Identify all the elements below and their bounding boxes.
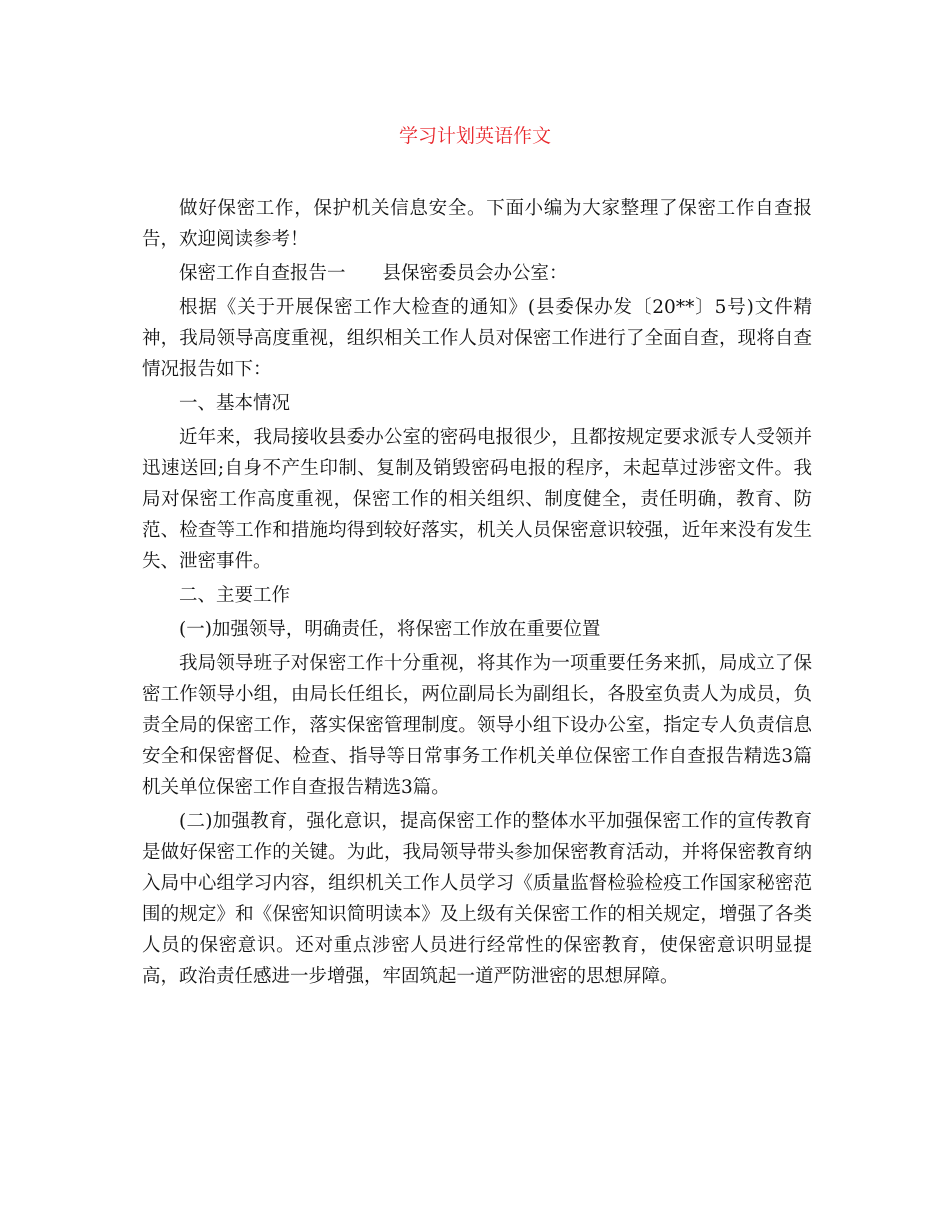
subsection-heading-leadership: (一)加强领导，明确责任，将保密工作放在重要位置 [179,619,601,640]
paragraph-intro: 做好保密工作，保护机关信息安全。下面小编为大家整理了保密工作自查报告，欢迎阅读参考！ [142,198,812,250]
section-heading-basic: 一、基本情况 [179,393,291,414]
paragraph-basis: 根据《关于开展保密工作大检查的通知》(县委保办发〔20**〕5号)文件精神，我局领导高度重视，组织相关工作人员对保密工作进行了全面自查，现将自查情况报告如下： [142,297,812,380]
document-body [142,193,812,992]
document-title: 学习计划英语作文 [398,125,551,147]
paragraph-leadership: 我局领导班子对保密工作十分重视，将其作为一项重要任务来抓，局成立了保密工作领导小组，由局长任组长，两位副局长为副组长，各股室负责人为成员，负责全局的保密工作，落实保密管理制度。领导小组下设办公室，指定专人负责信息安全和保密督促、检查、指导等日常事务工作机关单位保密工作自查报告精选3篇机关单位保密工作自查报告精选3篇。 [142,653,812,798]
paragraph-basic-situation: 近年来，我局接收县委办公室的密码电报很少，且都按规定要求派专人受领并迅速送回;自身不产生印制、复制及销毁密码电报的程序，未起草过涉密文件。我局对保密工作高度重视，保密工作的相关组织、制度健全，责任明确，教育、防范、检查等工作和措施均得到较好落实，机关人员保密意识较强，近年来没有发生失、泄密事件。 [142,427,812,572]
paragraph-education: (二)加强教育，强化意识，提高保密工作的整体水平加强保密工作的宣传教育是做好保密工作的关键。为此，我局领导带头参加保密教育活动，并将保密教育纳入局中心组学习内容，组织机关工作人员学习《质量监督检验检疫工作国家秘密范围的规定》和《保密知识简明读本》及上级有关保密工作的相关规定，增强了各类人员的保密意识。还对重点涉密人员进行经常性的保密教育，使保密意识明显提高，政治责任感进一步增强，牢固筑起一道严防泄密的思想屏障。 [142,811,812,987]
paragraph-report-heading: 保密工作自查报告一 县保密委员会办公室： [179,263,568,284]
section-heading-main-work: 二、主要工作 [179,585,291,606]
